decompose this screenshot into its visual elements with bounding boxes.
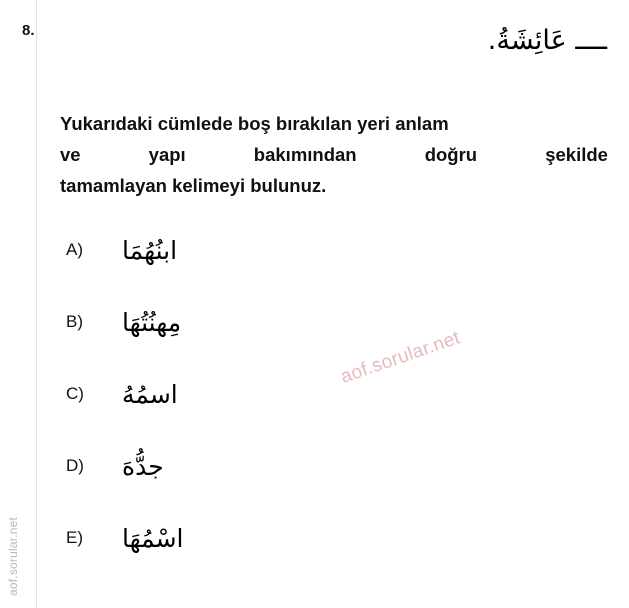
- prompt-word: ve: [60, 144, 81, 165]
- left-margin-rule: [36, 0, 37, 608]
- option-text: مِهنُتُهَا: [122, 308, 182, 337]
- prompt-word: yapı: [148, 144, 186, 165]
- diagonal-watermark: aof.sorular.net: [338, 327, 463, 388]
- option-letter: C): [66, 384, 84, 403]
- option-text: اسْمُهَا: [122, 524, 184, 553]
- question-stem-arabic: ــــ عَائِشَةُ.: [487, 25, 607, 56]
- option-letter: D): [66, 456, 84, 475]
- prompt-line-2: [60, 139, 608, 170]
- option-b[interactable]: [60, 294, 580, 366]
- answer-options: [60, 222, 580, 582]
- option-a[interactable]: [60, 222, 580, 294]
- option-letter: E): [66, 528, 83, 547]
- prompt-word: bakımından: [253, 144, 357, 165]
- prompt-word: doğru: [424, 144, 478, 165]
- side-watermark: aof.sorular.net: [6, 516, 20, 596]
- prompt-line-1: Yukarıdaki cümlede boş bırakılan yeri anlam: [60, 113, 449, 134]
- option-text: جدُّهَ: [122, 452, 164, 481]
- option-d[interactable]: [60, 438, 580, 510]
- option-text: اسمُهُ: [122, 380, 178, 409]
- question-number: 8.: [22, 22, 35, 39]
- option-text: ابنُهُمَا: [122, 236, 178, 265]
- option-e[interactable]: [60, 510, 580, 582]
- prompt-word: şekilde: [545, 144, 608, 165]
- option-letter: B): [66, 312, 83, 331]
- prompt-line-3: tamamlayan kelimeyi bulunuz.: [60, 175, 327, 196]
- question-prompt: [60, 108, 608, 201]
- option-letter: A): [66, 240, 83, 259]
- option-c[interactable]: [60, 366, 580, 438]
